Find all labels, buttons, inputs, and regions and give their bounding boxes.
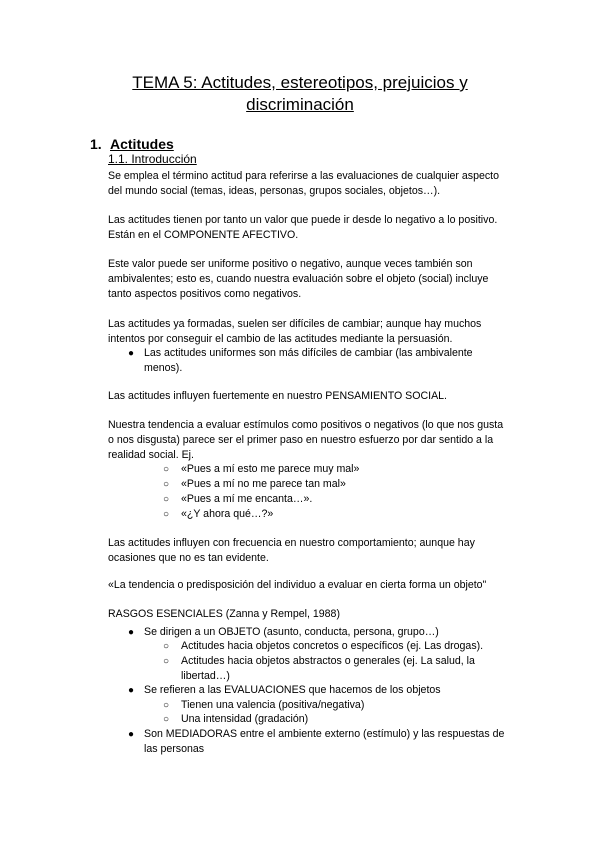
text-line: «La tendencia o predisposición del individuo a evaluar en cierta forma un objeto"	[108, 579, 487, 591]
circle-bullet-icon: ○	[163, 479, 170, 490]
list-item: «Pues a mí no me parece tan mal»	[181, 478, 346, 490]
list-item: «¿Y ahora qué…?»	[181, 508, 274, 520]
paragraph	[108, 257, 528, 302]
text-line: RASGOS ESENCIALES (Zanna y Rempel, 1988)	[108, 608, 340, 620]
text-line: Actitudes hacia objetos concretos o específicos (ej. Las drogas).	[181, 640, 484, 652]
list-item: «Pues a mí me encanta…».	[181, 493, 313, 505]
title-line-2: discriminación	[246, 95, 354, 114]
list-item	[144, 346, 534, 376]
text-line: Tienen una valencia (positiva/negativa)	[181, 699, 365, 711]
text-line: Actitudes hacia objetos abstractos o generales (ej. La salud, la	[181, 655, 475, 667]
paragraph	[108, 317, 528, 347]
section-label: Actitudes	[110, 136, 174, 152]
text-line: menos).	[144, 362, 183, 374]
page-title	[60, 72, 540, 116]
bullet-icon: ●	[128, 685, 135, 696]
paragraph	[108, 536, 528, 566]
text-line: tanto aspectos positivos como negativos.	[108, 288, 302, 300]
list-item	[181, 654, 521, 684]
text-line: Son MEDIADORAS entre el ambiente externo (estímulo) y las respuestas de	[144, 728, 505, 740]
circle-bullet-icon: ○	[163, 494, 170, 505]
circle-bullet-icon: ○	[163, 714, 170, 725]
list-item	[144, 727, 534, 757]
text-line: ocasiones que no es tan evidente.	[108, 552, 269, 564]
text-line: Este valor puede ser uniforme positivo o negativo, aunque veces también son	[108, 258, 473, 270]
quote	[108, 578, 528, 593]
title-line-1: TEMA 5: Actitudes, estereotipos, prejuicios y	[132, 73, 468, 92]
circle-bullet-icon: ○	[163, 700, 170, 711]
text-line: las personas	[144, 743, 205, 755]
paragraph	[108, 418, 528, 463]
text-line: realidad social. Ej.	[108, 449, 194, 461]
text-line: Están en el COMPONENTE AFECTIVO.	[108, 229, 299, 241]
paragraph	[108, 389, 528, 404]
section-number: 1.	[90, 136, 102, 152]
paragraph	[108, 169, 528, 199]
text-line: Se dirigen a un OBJETO (asunto, conducta, persona, grupo…)	[144, 626, 439, 638]
text-line: Las actitudes influyen con frecuencia en nuestro comportamiento; aunque hay	[108, 537, 475, 549]
text-line: o nos disgusta) parece ser el primer paso en nuestro esfuerzo por dar sentido a la	[108, 434, 494, 446]
circle-bullet-icon: ○	[163, 509, 170, 520]
list-item	[181, 712, 308, 727]
subsection-heading: 1.1. Introducción	[108, 152, 197, 166]
text-line: Una intensidad (gradación)	[181, 713, 309, 725]
text-line: ambivalentes; esto es, cuando nuestra evaluación sobre el objeto (social) incluye	[108, 273, 489, 285]
list-item	[181, 698, 364, 713]
section-heading	[90, 136, 174, 152]
text-line: Las actitudes influyen fuertemente en nuestro PENSAMIENTO SOCIAL.	[108, 390, 447, 402]
text-line: Las actitudes ya formadas, suelen ser difíciles de cambiar; aunque hay muchos	[108, 318, 482, 330]
paragraph	[108, 213, 528, 243]
text-line: libertad…)	[181, 670, 230, 682]
text-line: Se emplea el término actitud para referirse a las evaluaciones de cualquier aspecto	[108, 170, 500, 182]
bullet-icon: ●	[128, 348, 135, 359]
text-line: Nuestra tendencia a evaluar estímulos como positivos o negativos (lo que nos gusta	[108, 419, 504, 431]
text-line: Las actitudes uniformes son más difíciles de cambiar (las ambivalente	[144, 347, 473, 359]
list-item	[144, 683, 534, 698]
text-line: del mundo social (temas, ideas, personas, grupos sociales, objetos…).	[108, 185, 441, 197]
text-line: Las actitudes tienen por tanto un valor que puede ir desde lo negativo a lo positivo.	[108, 214, 498, 226]
list-item	[181, 639, 521, 654]
bullet-icon: ●	[128, 627, 135, 638]
circle-bullet-icon: ○	[163, 656, 170, 667]
text-line: Se refieren a las EVALUACIONES que hacemos de los objetos	[144, 684, 441, 696]
bullet-icon: ●	[128, 729, 135, 740]
circle-bullet-icon: ○	[163, 464, 170, 475]
list-item	[144, 625, 534, 640]
circle-bullet-icon: ○	[163, 641, 170, 652]
text-line: intentos por conseguir el cambio de las actitudes mediante la persuasión.	[108, 333, 453, 345]
rasgos-heading	[108, 607, 528, 622]
list-item: «Pues a mí esto me parece muy mal»	[181, 463, 360, 475]
